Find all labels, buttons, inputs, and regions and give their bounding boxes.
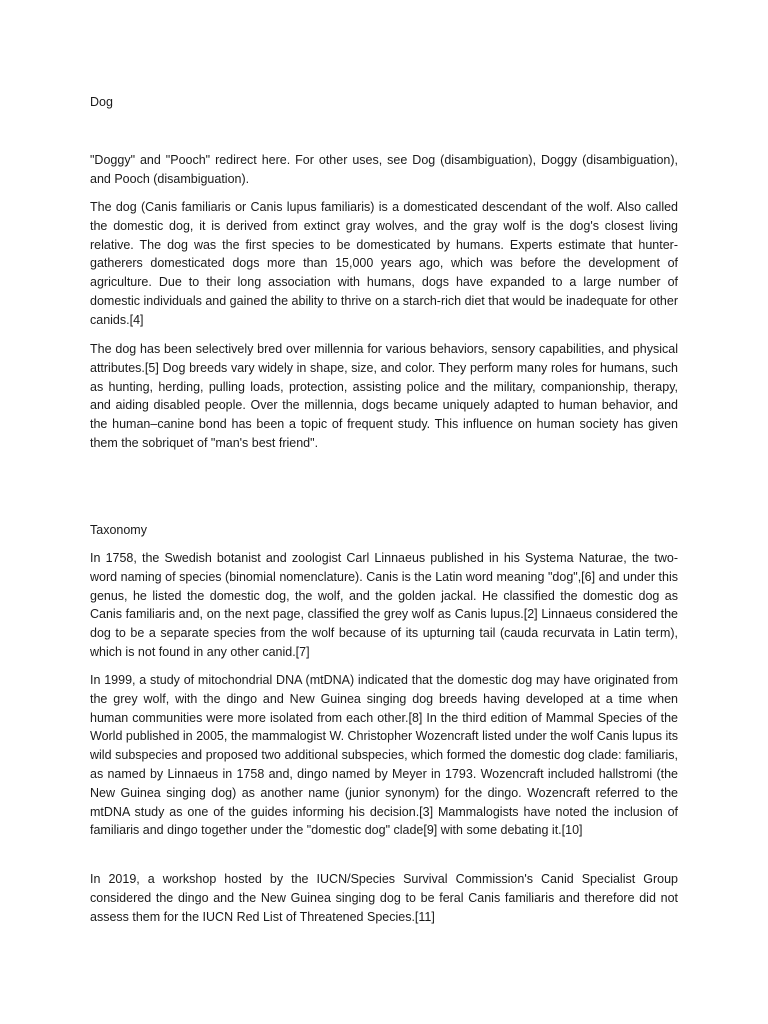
taxonomy-paragraph-2: In 1999, a study of mitochondrial DNA (mtDNA) indicated that the domestic dog may have originated from the grey wolf, with the dingo and New Guinea singing dog breeds having developed at a time when human communities were more isolated from each other.[8] In the third edition of Mammal Species of the World published in 2005, the mammalogist W. Christopher Wozencraft listed under the wolf Canis lupus its wild subspecies and proposed two additional subspecies, which formed the domestic dog clade: familiaris, as named by Linnaeus in 1758 and, dingo named by Meyer in 1793. Wozencraft included hallstromi (the New Guinea singing dog) as another name (junior synonym) for the dingo. Wozencraft referred to the mtDNA study as one of the guides informing his decision.[3] Mammalogists have noted the inclusion of familiaris and dingo together under the "domestic dog" clade[9] with some debating it.[10] bbox=[90, 673, 679, 838]
intro-paragraph-2: The dog has been selectively bred over millennia for various behaviors, sensory capabilities, and physical attributes.[5] Dog breeds vary widely in shape, size, and color. They perform many roles for humans, such as hunting, herding, pulling loads, protection, assisting police and the military, companionship, therapy, and aiding disabled people. Over the millennia, dogs became uniquely adapted to human behavior, and the human–canine bond has been a topic of frequent study. This influence on human society has given them the sobriquet of "man's best friend". bbox=[90, 342, 678, 450]
redirect-note: "Doggy" and "Pooch" redirect here. For other uses, see Dog (disambiguation), Doggy (disambiguation), and Pooch (disambiguation). bbox=[90, 153, 678, 186]
intro-paragraph-1: The dog (Canis familiaris or Canis lupus familiaris) is a domesticated descendant of the wolf. Also called the domestic dog, it is derived from extinct gray wolves, and the gray wolf is the dog's closest living relative. The dog was the first species to be domesticated by humans. Experts estimate that hunter-gatherers domesticated dogs more than 15,000 years ago, which was before the development of agriculture. Due to their long association with humans, dogs have expanded to a large number of domestic individuals and gained the ability to thrive on a starch-rich diet that would be inadequate for other canids.[4] bbox=[90, 200, 678, 327]
page-title: Dog bbox=[90, 95, 113, 109]
section-heading-taxonomy: Taxonomy bbox=[90, 523, 147, 537]
taxonomy-paragraph-3: In 2019, a workshop hosted by the IUCN/Species Survival Commission's Canid Specialist Group considered the dingo and the New Guinea singing dog to be feral Canis familiaris and therefore did not assess them for the IUCN Red List of Threatened Species.[11] bbox=[90, 872, 678, 924]
taxonomy-paragraph-1: In 1758, the Swedish botanist and zoologist Carl Linnaeus published in his Systema Naturae, the two-word naming of species (binomial nomenclature). Canis is the Latin word meaning "dog",[6] and under this genus, he listed the domestic dog, the wolf, and the golden jackal. He classified the domestic dog as Canis familiaris and, on the next page, classified the grey wolf as Canis lupus.[2] Linnaeus considered the dog to be a separate species from the wolf because of its upturning tail (cauda recurvata in Latin term), which is not found in any other canid.[7] bbox=[90, 551, 678, 659]
